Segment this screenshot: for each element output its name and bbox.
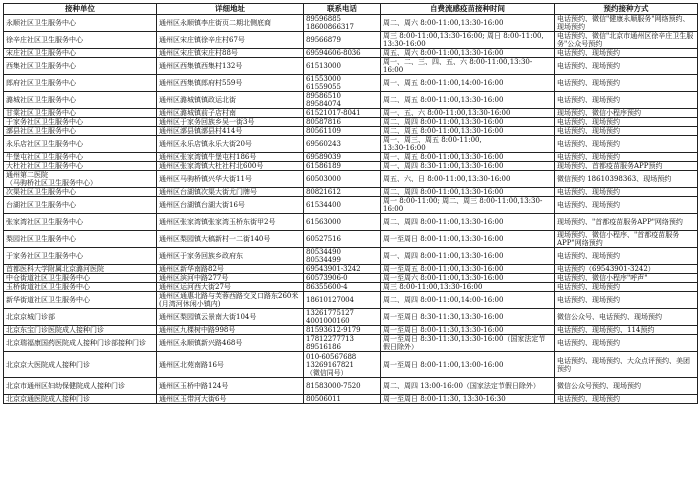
cell-booking-method: 电话预约、现场预约 [555,118,698,127]
cell-booking-method: 电话预约、现场预约 [555,197,698,214]
cell-schedule: 周二、周五 8:00-11:00,13:30-16:00 [381,92,555,109]
cell-unit: 牛堡屯社区卫生服务中心 [4,153,157,162]
cell-address: 通州区漷县镇漷县村414号 [157,127,304,136]
cell-phone: 61586189 [304,162,381,171]
header-booking-method: 预约接种方式 [555,4,698,15]
cell-phone: 18610127004 [304,292,381,309]
table-row [4,162,698,171]
cell-schedule: 周一、五、六 8:00-11:00,13:30-16:00 [381,109,555,118]
cell-phone: 89586510 89584074 [304,92,381,109]
cell-booking-method: 电话预约、现场预约 [555,395,698,404]
cell-address: 通州区宋庄镇徐辛庄村67号 [157,32,304,49]
cell-unit: 新华街道社区卫生服务中心 [4,292,157,309]
cell-phone: 13261775127 4001000160 [304,309,381,326]
cell-unit: 永乐店社区卫生服务中心 [4,136,157,153]
cell-phone: 61553000 61559055 [304,75,381,92]
cell-phone: 61534400 [304,197,381,214]
cell-address: 通州区西集镇西集村132号 [157,58,304,75]
cell-booking-method: 微信预约 18610398363、现场预约 [555,171,698,188]
cell-address: 通州区于家务回族乡政府东 [157,248,304,265]
table-row [4,171,698,188]
cell-unit: 永顺社区卫生服务中心 [4,15,157,32]
header-unit: 接种单位 [4,4,157,15]
cell-unit: 于家务社区卫生服务中心 [4,118,157,127]
cell-phone: 80534490 80534499 [304,248,381,265]
table-row [4,352,698,378]
table-row [4,49,698,58]
table-row [4,197,698,214]
table-row [4,248,698,265]
cell-unit: 北京东宝门诊医院成人接种门诊 [4,326,157,335]
table-row [4,292,698,309]
cell-unit: 北京市通州区妇幼保健院成人接种门诊 [4,378,157,395]
cell-unit: 郎府社区卫生服务中心 [4,75,157,92]
cell-phone: 60527516 [304,231,381,248]
table-row [4,58,698,75]
cell-schedule: 周一至周日 8:00-11:30,13:30-16:00 [381,326,555,335]
cell-schedule: 周一至周五 8:00-11:00,13:30-16:00 [381,265,555,274]
header-schedule: 自费流感疫苗接种时间 [381,4,555,15]
cell-unit: 宋庄社区卫生服务中心 [4,49,157,58]
cell-phone: 69543901-3242 [304,265,381,274]
cell-booking-method: 电话预约、现场预约 [555,49,698,58]
cell-unit: 北京瑞福康国药医院成人接种门诊部接种门诊 [4,335,157,352]
cell-unit: 甘棠社区卫生服务中心 [4,109,157,118]
table-row [4,136,698,153]
cell-schedule: 周五、周六 8:00-11:00,13:30-16:00 [381,49,555,58]
cell-phone: 89566879 [304,32,381,49]
cell-address: 通州区梨园镇云景南大街104号 [157,309,304,326]
cell-address: 通州区滨河中路277号 [157,274,304,283]
cell-schedule: 周一至周日 8:00-11:00,13:00-16:00 [381,352,555,378]
table-row [4,395,698,404]
cell-booking-method: 电话预约、微信小程序"呼声" [555,274,698,283]
cell-address: 通州区北苑南路16号 [157,352,304,378]
cell-schedule: 周一至周日 8:00-11:30, 13:30-16:30 [381,395,555,404]
table-row [4,231,698,248]
cell-phone: 80561109 [304,127,381,136]
cell-schedule: 周二、周四 13:00-16:00（国家法定节假日除外） [381,378,555,395]
cell-unit: 漷县社区卫生服务中心 [4,127,157,136]
cell-phone: 80821612 [304,188,381,197]
cell-schedule: 周二、周五 8:00-11:00,13:30-16:00 [381,127,555,136]
cell-phone: 61513000 [304,58,381,75]
vaccination-sites-table-wrapper [3,3,697,404]
cell-unit: 张家湾社区卫生服务中心 [4,214,157,231]
cell-schedule: 周二、周四 8:00-11:00,14:00-16:00 [381,292,555,309]
cell-booking-method: 微信公众号预约、现场预约 [555,378,698,395]
header-row [4,4,698,15]
cell-phone: 60503000 [304,171,381,188]
cell-booking-method: 电话预约、微信"健康永顺服务"网络预约、现场预约 [555,15,698,32]
cell-phone: 17812277713 89516186 [304,335,381,352]
cell-address: 通州区永顺镇李庄街页二期北侧底商 [157,15,304,32]
table-row [4,92,698,109]
cell-unit: 梨园社区卫生服务中心 [4,231,157,248]
cell-unit: 大杜社社区卫生服务中心 [4,162,157,171]
cell-booking-method: 电话预约、现场预约、大众点评预约、美团预约 [555,352,698,378]
cell-unit: 中仓街道社区卫生服务中心 [4,274,157,283]
cell-address: 通州区宋庄镇宋庄村88号 [157,49,304,58]
cell-schedule: 周一至周日 8:30-11:30,13:30-16:00 [381,309,555,326]
cell-phone: 61563000 [304,214,381,231]
cell-phone: 86355600-4 [304,283,381,292]
cell-address: 通州区玉带河大街6号 [157,395,304,404]
cell-phone: 81583000-7520 [304,378,381,395]
cell-schedule: 周二、周六 8:00-11:00,13:30-16:00 [381,15,555,32]
table-row [4,265,698,274]
cell-booking-method: 电话预约、现场预约 [555,292,698,309]
cell-phone: 69594606-8036 [304,49,381,58]
cell-booking-method: 现场预约、微信小程序、"首都疫苗服务APP"网络预约 [555,231,698,248]
table-row [4,274,698,283]
cell-schedule: 周二、周四 8:00-11:00,13:30-16:00 [381,214,555,231]
cell-booking-method: 电话预约、现场预约 [555,127,698,136]
table-row [4,32,698,49]
cell-address: 通州区张家湾镇大杜社村北600号 [157,162,304,171]
table-row [4,335,698,352]
cell-unit: 北京京城门诊部 [4,309,157,326]
cell-address: 通州区玉桥中路124号 [157,378,304,395]
table-row [4,75,698,92]
cell-phone: 81593612-9179 [304,326,381,335]
table-row [4,109,698,118]
cell-schedule: 周一、周三、周五 8:00-11:00, 13:30-16:00 [381,136,555,153]
header-address: 详细地址 [157,4,304,15]
table-row [4,15,698,32]
cell-phone: 80587816 [304,118,381,127]
cell-address: 通州区新华南路82号 [157,265,304,274]
cell-booking-method: 电话预约、现场预约 [555,283,698,292]
cell-booking-method: 电话预约、现场预约 [555,92,698,109]
cell-schedule: 周一、周五 8:00-11:00,14:00-16:00 [381,75,555,92]
cell-unit: 徐辛庄社区卫生服务中心 [4,32,157,49]
cell-booking-method: 电话预约、现场预约 [555,58,698,75]
cell-booking-method: 电话预约、现场预约 [555,75,698,92]
cell-booking-method: 现场预约、微信小程序预约 [555,109,698,118]
cell-schedule: 周三 8:00-11:00,13:30-16:00 [381,283,555,292]
cell-address: 通州区于家务回族乡吴一街3号 [157,118,304,127]
cell-booking-method: 电话预约、现场预约 [555,153,698,162]
cell-unit: 首都医科大学附属北京潞河医院 [4,265,157,274]
cell-schedule: 周一、周五 8:00-11:00,13:30-16:00 [381,153,555,162]
cell-phone: 69560243 [304,136,381,153]
cell-schedule: 周一至周日 8:00-11:00,13:30-16:00 [381,231,555,248]
cell-address: 通州区永乐店镇永乐大街20号 [157,136,304,153]
table-row [4,153,698,162]
cell-unit: 通州第二医院 （马驹桥社区卫生服务中心） [4,171,157,188]
cell-booking-method: 电话预约、微信"北京市通州区徐辛庄卫生服务"公众号预约 [555,32,698,49]
cell-schedule: 周一、周四 8:30-11:00,13:30-16:00 [381,162,555,171]
table-row [4,283,698,292]
cell-address: 通州区马驹桥镇兴华大街11号 [157,171,304,188]
cell-phone: 69589039 [304,153,381,162]
cell-phone: 89596885 18600866317 [304,15,381,32]
cell-unit: 北京京大医院成人接种门诊 [4,352,157,378]
cell-phone: 61521017-8041 [304,109,381,118]
cell-booking-method: 现场预约、首都疫苗服务APP预约 [555,162,698,171]
cell-address: 通州区潞城镇前子店村南 [157,109,304,118]
table-row [4,214,698,231]
cell-address: 通州区张家湾镇牛堡屯村186号 [157,153,304,162]
cell-unit: 台湖社区卫生服务中心 [4,197,157,214]
table-row [4,378,698,395]
cell-address: 通州区运河西大街27号 [157,283,304,292]
cell-schedule: 周一至周六 8:00-11:00,13:30-16:00 [381,274,555,283]
table-row [4,326,698,335]
cell-booking-method: 电话预约、现场预约 [555,248,698,265]
cell-address: 通州区西集镇郎府村559号 [157,75,304,92]
table-row [4,188,698,197]
cell-schedule: 周一 8:00-11:00; 周二、周三 8:00-11:00,13:30-16:00 [381,197,555,214]
cell-booking-method: 电话预约、现场预约、114预约 [555,326,698,335]
cell-unit: 潞城社区卫生服务中心 [4,92,157,109]
cell-phone: 80506011 [304,395,381,404]
table-row [4,309,698,326]
cell-phone: 60573906-0 [304,274,381,283]
cell-schedule: 周一、周四 8:00-11:00,13:30-16:00 [381,248,555,265]
cell-booking-method: 电话预约、现场预约 [555,188,698,197]
cell-booking-method: 微信公众号、电话预约、现场预约 [555,309,698,326]
cell-booking-method: 电话预约、现场预约 [555,136,698,153]
cell-phone: 010-60567688 13269167821 （微信同号） [304,352,381,378]
header-phone: 联系电话 [304,4,381,15]
cell-booking-method: 电话预约（69543901-3242） [555,265,698,274]
cell-address: 通州区张家湾镇张家湾玉桥东街甲2号 [157,214,304,231]
cell-unit: 于家务社区卫生服务中心 [4,248,157,265]
cell-schedule: 周一至周日 8:30-11:30,13:30-16:00（国家法定节假日除外） [381,335,555,352]
vaccination-sites-table [3,3,698,404]
cell-address: 通州区通惠北路与芙蓉西路交叉口路东260米(月湾河休闲小镇内) [157,292,304,309]
cell-booking-method: 现场预约、"首都疫苗服务APP"网络预约 [555,214,698,231]
cell-address: 通州区潞城镇镇政运北街 [157,92,304,109]
cell-schedule: 周一、二、三、四、五、六 8:00-11:00,13:30-16:00 [381,58,555,75]
cell-address: 通州区永顺镇新兴路468号 [157,335,304,352]
cell-address: 通州区九棵树中路998号 [157,326,304,335]
cell-schedule: 周二、周四 8:00-11:00,13:30-16:00 [381,188,555,197]
cell-schedule: 周二、周四 8:00-11:00,13:30-16:00 [381,118,555,127]
cell-unit: 西集社区卫生服务中心 [4,58,157,75]
cell-address: 通州区梨园镇大稿新村一二街140号 [157,231,304,248]
cell-unit: 玉桥街道社区卫生服务中心 [4,283,157,292]
table-row [4,118,698,127]
table-body [4,15,698,404]
table-row [4,127,698,136]
cell-schedule: 周三 8:00-11:00,13:30-16:00; 周日 8:00-11:00, 13:30-16:00 [381,32,555,49]
cell-address: 通州区台湖镇台湖大街16号 [157,197,304,214]
cell-unit: 次渠社区卫生服务中心 [4,188,157,197]
cell-unit: 北京京通医院成人接种门诊 [4,395,157,404]
cell-booking-method: 电话预约、现场预约 [555,335,698,352]
cell-address: 通州区台湖镇次渠大街尤门牌号 [157,188,304,197]
cell-schedule: 周五、六、日 8:00-11:00,13:30-16:00 [381,171,555,188]
